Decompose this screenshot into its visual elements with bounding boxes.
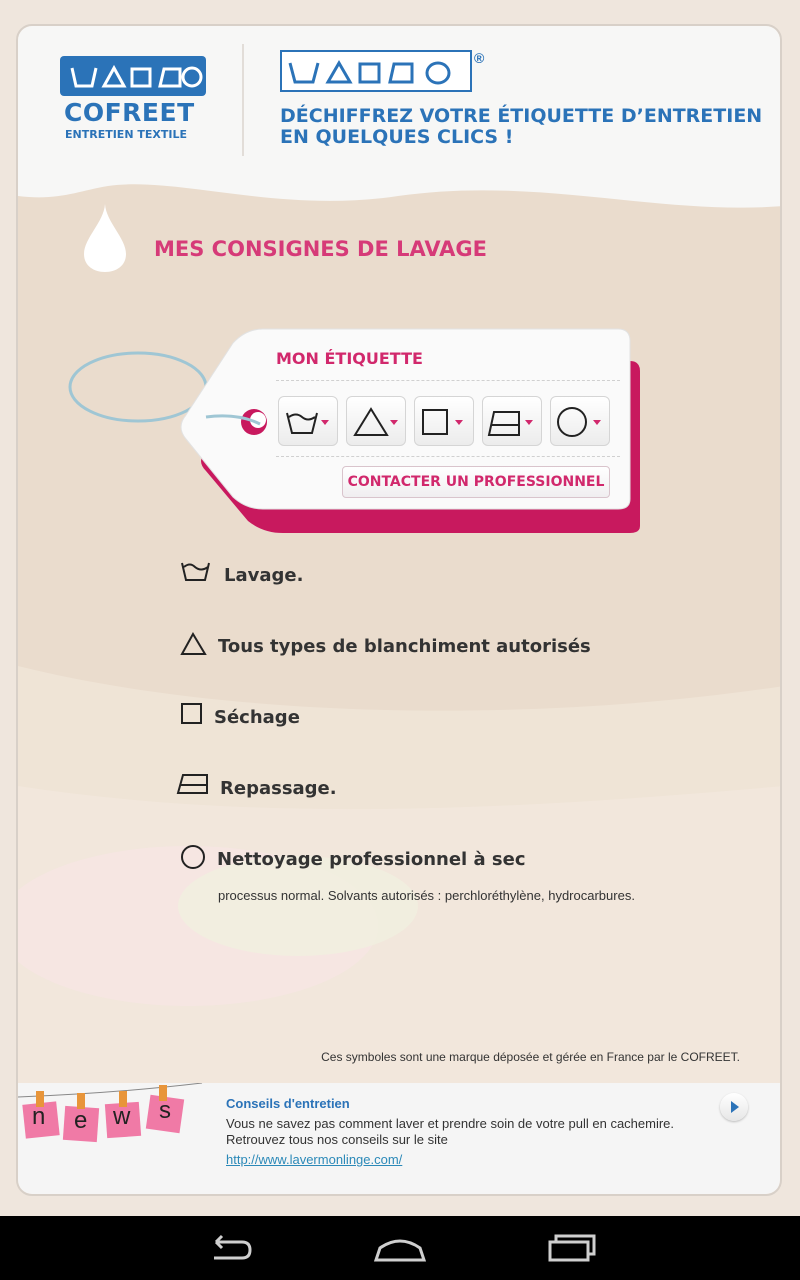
news-title: Conseils d'entretien <box>226 1096 350 1111</box>
logo-symbols-icon <box>60 56 206 96</box>
home-button[interactable] <box>370 1230 430 1266</box>
washtub-icon <box>180 560 212 584</box>
back-button[interactable] <box>200 1230 260 1266</box>
instruction-bleaching: Tous types de blanchiment autorisés <box>218 636 591 657</box>
news-letter-w: w <box>113 1103 131 1130</box>
cofreet-logo <box>58 54 208 144</box>
ironing-symbol-button[interactable] <box>482 396 542 446</box>
news-banner[interactable] <box>18 1083 782 1196</box>
instruction-washing: Lavage. <box>224 565 304 586</box>
instruction-dry-cleaning: Nettoyage professionnel à sec <box>217 849 526 870</box>
iron-icon <box>176 772 210 796</box>
system-navigation-bar <box>0 1216 800 1280</box>
home-icon <box>370 1230 430 1266</box>
tagline <box>280 106 762 148</box>
triangle-icon <box>180 631 208 657</box>
back-icon <box>200 1230 260 1266</box>
news-letter-n: n <box>32 1103 46 1130</box>
square-icon <box>415 397 475 447</box>
drying-symbol-button[interactable] <box>414 396 474 446</box>
instruction-ironing: Repassage. <box>220 778 337 799</box>
news-body-line1: Vous ne savez pas comment laver et prendre soin de votre pull en cachemire. <box>226 1116 675 1131</box>
washtub-icon <box>279 397 339 447</box>
tagline-line2: EN QUELQUES CLICS ! <box>280 126 514 148</box>
registered-mark: ® <box>474 50 485 66</box>
play-arrow-icon <box>720 1093 748 1121</box>
logo-symbols-box <box>60 56 206 96</box>
news-body <box>226 1116 706 1148</box>
tag-divider-bottom <box>276 456 620 458</box>
background-waves <box>18 26 782 1196</box>
water-drop-icon <box>80 202 130 274</box>
section-title: MES CONSIGNES DE LAVAGE <box>154 237 488 261</box>
tagline-line1: DÉCHIFFREZ VOTRE ÉTIQUETTE D’ENTRETIEN <box>280 105 763 127</box>
logo-word: COFREET <box>64 98 195 127</box>
dry-cleaning-symbol-button[interactable] <box>550 396 610 446</box>
tag-divider-top <box>276 380 620 382</box>
logo-subtitle: ENTRETIEN TEXTILE <box>65 128 187 141</box>
recent-apps-icon <box>542 1230 602 1266</box>
instruction-dry-cleaning-description: processus normal. Solvants autorisés : perchloréthylène, hydrocarbures. <box>218 888 635 903</box>
news-body-line2: Retrouvez tous nos conseils sur le site <box>226 1132 448 1147</box>
tagline-symbols <box>280 50 492 94</box>
care-symbols-icon <box>280 50 492 94</box>
bleach-symbol-button[interactable] <box>346 396 406 446</box>
header-divider <box>242 44 244 156</box>
instruction-drying: Séchage <box>214 707 300 728</box>
washing-symbol-button[interactable] <box>278 396 338 446</box>
square-icon <box>180 702 204 726</box>
news-letter-e: e <box>74 1107 88 1134</box>
circle-icon <box>551 397 611 447</box>
trademark-footnote: Ces symboles sont une marque déposée et gérée en France par le COFREET. <box>321 1050 740 1064</box>
circle-icon <box>179 843 207 871</box>
news-next-button[interactable] <box>720 1093 748 1121</box>
label-card-title: MON ÉTIQUETTE <box>276 349 423 368</box>
main-card <box>16 24 782 1196</box>
iron-icon <box>483 397 543 447</box>
news-letter-s: s <box>159 1097 171 1124</box>
news-link[interactable]: http://www.lavermonlinge.com/ <box>226 1152 403 1167</box>
triangle-icon <box>347 397 407 447</box>
contact-professional-button[interactable]: CONTACTER UN PROFESSIONNEL <box>342 466 610 498</box>
recent-apps-button[interactable] <box>542 1230 602 1266</box>
